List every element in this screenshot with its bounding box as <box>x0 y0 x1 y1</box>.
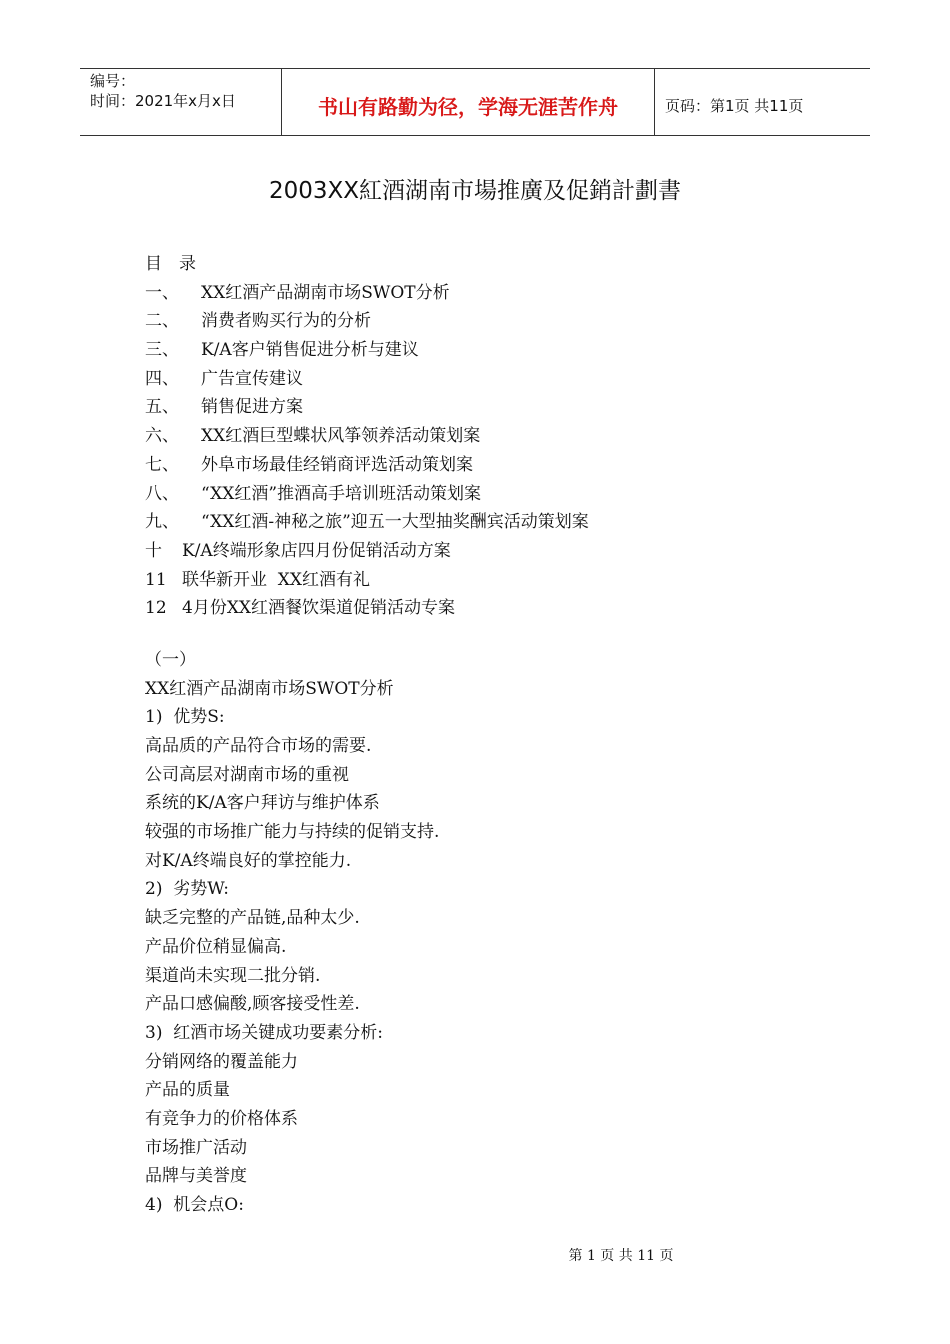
body-line: 产品的质量 <box>145 1080 230 1101</box>
number-label: 编号： <box>90 72 136 90</box>
body-line: 系统的K/A客户拜访与维护体系 <box>145 793 380 814</box>
body-line: 市场推广活动 <box>145 1137 247 1158</box>
document-title: 2003XX紅酒湖南市場推廣及促銷計劃書 <box>268 178 682 204</box>
body-line: 2) 劣势W: <box>145 879 229 900</box>
toc-item-number: 六、 <box>145 426 179 447</box>
toc-item <box>145 307 845 336</box>
body-line: 对K/A终端良好的掌控能力. <box>145 850 352 871</box>
toc-item-number: 二、 <box>145 311 179 332</box>
toc-heading: 目 录 <box>145 254 196 274</box>
toc-item-text: XX红酒巨型蝶状风筝领养活动策划案 <box>201 426 481 447</box>
document-body <box>145 250 845 1220</box>
motto-text: 书山有路勤为径，学海无涯苦作舟 <box>318 94 618 119</box>
toc-item-number: 八、 <box>145 483 179 504</box>
toc-item-number: 十 <box>145 540 162 561</box>
header-motto-cell <box>282 69 655 135</box>
toc-item-number: 11 <box>145 569 167 590</box>
toc-item-text: “XX红酒”推酒高手培训班活动策划案 <box>201 483 482 504</box>
toc-item-number: 一、 <box>145 282 179 303</box>
body-line: 较强的市场推广能力与持续的促销支持. <box>145 822 440 843</box>
toc-item <box>145 336 845 365</box>
toc-item-text: 消费者购买行为的分析 <box>201 311 371 332</box>
toc-item-number: 七、 <box>145 454 179 475</box>
toc-item-number: 五、 <box>145 397 179 418</box>
toc-item-text: 联华新开业 XX红酒有礼 <box>182 569 371 590</box>
toc-item <box>145 594 845 623</box>
toc-item <box>145 279 845 308</box>
body-line: 缺乏完整的产品链,品种太少. <box>145 908 360 929</box>
body-line: 1) 优势S: <box>145 707 225 728</box>
body-line: 公司高层对湖南市场的重视 <box>145 764 349 785</box>
body-line: 渠道尚未实现二批分销. <box>145 965 321 986</box>
toc-item-text: 4月份XX红酒餐饮渠道促销活动专案 <box>182 598 456 619</box>
time-label: 时间：2021年x月x日 <box>90 92 236 110</box>
body-line: 品牌与美誉度 <box>145 1166 247 1187</box>
body-line: 3) 红酒市场关键成功要素分析: <box>145 1022 383 1043</box>
body-line: 高品质的产品符合市场的需要. <box>145 736 372 756</box>
toc-item-text: “XX红酒-神秘之旅”迎五一大型抽奖酬宾活动策划案 <box>201 512 589 533</box>
toc-item <box>145 566 845 595</box>
toc-item-number: 九、 <box>145 512 179 533</box>
body-line: 产品口感偏酸,顾客接受性差. <box>145 994 360 1015</box>
body-line: 分销网络的覆盖能力 <box>145 1051 298 1072</box>
toc-item-number: 三、 <box>145 340 179 361</box>
toc-item <box>145 508 845 537</box>
toc-item <box>145 537 845 566</box>
body-line: 有竞争力的价格体系 <box>145 1108 298 1129</box>
toc-item-number: 四、 <box>145 368 179 389</box>
toc-item-number: 12 <box>145 598 167 619</box>
toc-item <box>145 480 845 509</box>
toc-item-text: 广告宣传建议 <box>201 368 303 389</box>
toc-item <box>145 393 845 422</box>
header-page-cell <box>655 69 870 135</box>
toc-item <box>145 451 845 480</box>
page-footer: 第 1 页 共 11 页 <box>568 1248 674 1264</box>
toc-item <box>145 365 845 394</box>
body-line: 产品价位稍显偏高. <box>145 936 287 957</box>
section-gap <box>145 623 845 646</box>
page-info: 页码：第1页 共11页 <box>665 96 804 115</box>
body-line: XX红酒产品湖南市场SWOT分析 <box>145 678 394 699</box>
toc-item-text: 销售促进方案 <box>201 397 303 418</box>
toc-item <box>145 422 845 451</box>
body-line: 4) 机会点O: <box>145 1195 244 1215</box>
header-meta-cell <box>80 69 282 135</box>
toc-item-text: 外阜市场最佳经销商评选活动策划案 <box>201 454 473 475</box>
toc-item-text: K/A客户销售促进分析与建议 <box>201 340 419 361</box>
toc-item-text: XX红酒产品湖南市场SWOT分析 <box>201 282 450 303</box>
header-table <box>80 68 870 136</box>
toc-item-text: K/A终端形象店四月份促销活动方案 <box>182 540 451 561</box>
section-label: （一） <box>145 649 196 670</box>
